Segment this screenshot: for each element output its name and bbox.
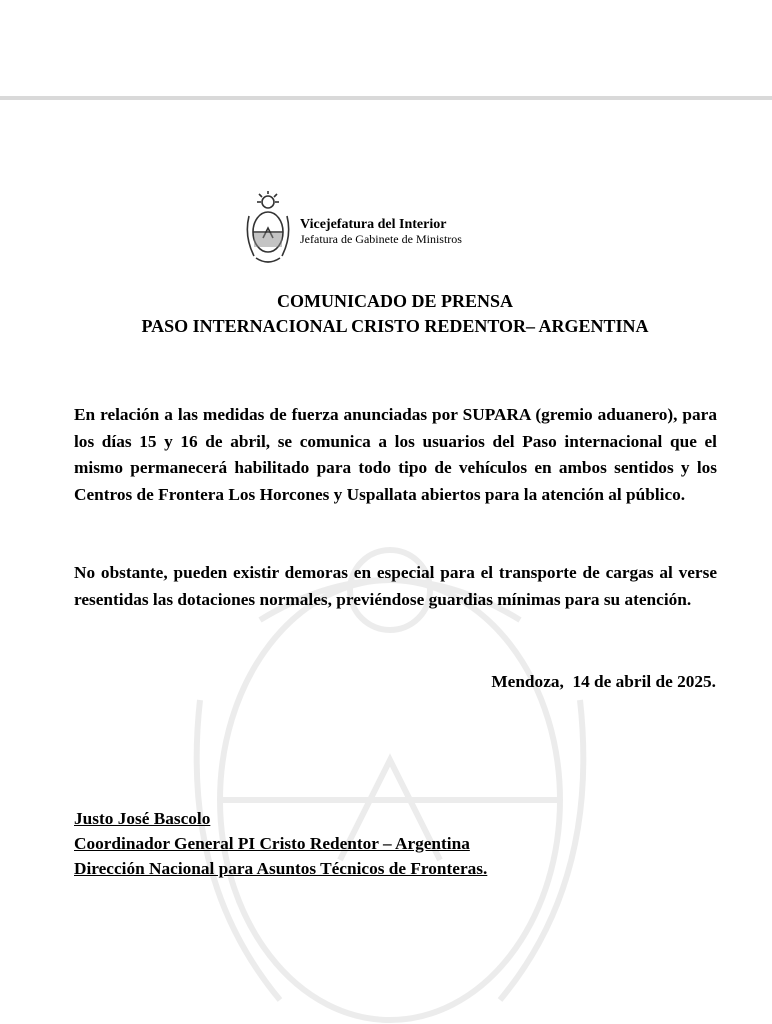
agency-name: Vicejefatura del Interior — [300, 217, 447, 232]
top-blank-area — [0, 0, 772, 96]
agency-subtitle: Jefatura de Gabinete de Ministros — [300, 232, 462, 246]
page-top-border — [0, 96, 772, 100]
title-line-2: PASO INTERNACIONAL CRISTO REDENTOR– ARGENTINA — [141, 316, 649, 336]
signatory-name: Justo José Bascolo — [74, 809, 211, 828]
coat-of-arms-icon — [242, 188, 294, 268]
signatory-title: Coordinador General PI Cristo Redentor – Argentina — [74, 834, 470, 853]
signatory-office: Dirección Nacional para Asuntos Técnicos de Fronteras. — [74, 859, 488, 878]
dateline: Mendoza, 14 de abril de 2025. — [491, 672, 716, 691]
press-release-title — [0, 289, 772, 339]
title-line-1: COMUNICADO DE PRENSA — [276, 291, 513, 311]
agency-header — [300, 217, 462, 247]
signature-block — [74, 806, 487, 881]
body-paragraph-2: No obstante, pueden existir demoras en especial para el transporte de cargas al verse resentidas las dotaciones normales, previéndose guardias mínimas para su atención. — [74, 563, 717, 609]
body-paragraph-1: En relación a las medidas de fuerza anunciadas por SUPARA (gremio aduanero), para los días 15 y 16 de abril, se comunica a los usuarios del Paso internacional que el mismo permanecerá habilitado para todo tipo de vehículos en ambos sentidos y los Centros de Frontera Los Horcones y Uspallata abiertos para la atención al público. — [74, 405, 717, 504]
